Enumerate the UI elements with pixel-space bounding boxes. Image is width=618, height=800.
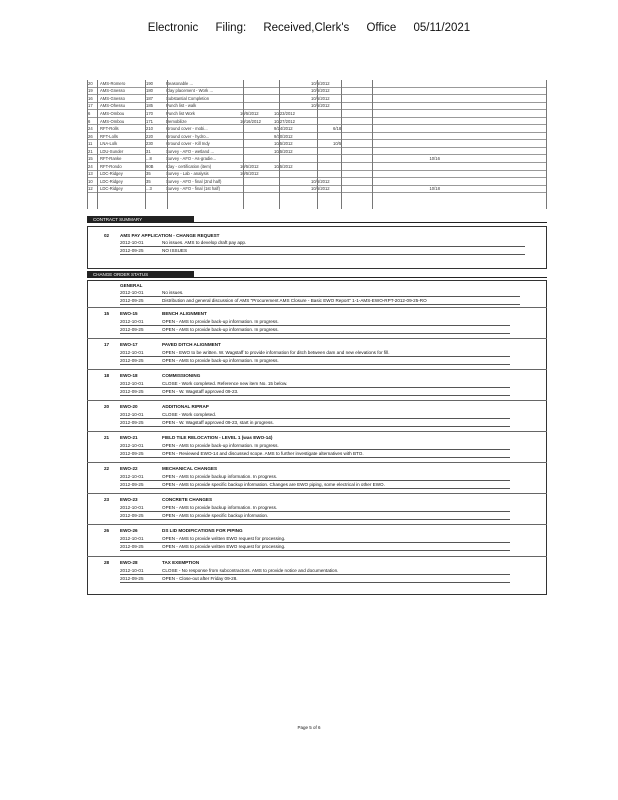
update-text: CLOSE - No response from subcontractors. AMS to provide notice and documentation. — [162, 568, 339, 573]
update-text: OPEN - AMS to provide written EWO request for processing. — [162, 536, 286, 541]
underline — [120, 254, 525, 255]
table-cell: AMS-Gnesso — [99, 87, 145, 95]
item-title: MECHANICAL CHANGES — [162, 466, 218, 471]
update-date: 2012-09-25 — [120, 327, 144, 332]
underline — [120, 480, 510, 481]
table-cell: 26 — [87, 132, 99, 140]
update-text: OPEN - Reviewed EWO-14 and discussed scope. AMS to further investigate alternatives with BTO. — [162, 451, 364, 456]
table-cell: Ground cover - hydro... — [165, 132, 239, 140]
item-title: DS LID MODIFICATIONS FOR PIPING — [162, 528, 243, 533]
table-cell: 10/18 — [428, 185, 547, 193]
table-grid-line — [279, 80, 280, 209]
underline — [120, 449, 510, 450]
underline — [120, 395, 510, 396]
table-cell: 10/27/2012 — [273, 117, 310, 125]
table-cell: 10/5/2012 — [310, 87, 332, 95]
item-code: EWO-17 — [120, 342, 138, 347]
table-grid-line — [97, 80, 98, 209]
item-number: 02 — [104, 233, 110, 238]
item-number: 28 — [104, 560, 110, 565]
table-cell — [310, 163, 332, 171]
table-cell: 190 — [145, 80, 165, 87]
item-number: 22 — [104, 466, 110, 471]
underline — [120, 304, 520, 305]
section-header-change-orders: CHANGE ORDER STATUS — [87, 271, 194, 278]
table-cell: Clay placement - Work ... — [165, 87, 239, 95]
section-rule — [87, 222, 547, 223]
table-cell: 35 — [145, 170, 165, 178]
update-text: Distribution and general discussion of AMS "Procurement AMS Closure - Basic EWO Report" 1-1-AMS-EWO-RPT-2012-09-25-RO — [162, 298, 427, 303]
update-date: 2012-10-01 — [120, 240, 144, 245]
table-cell: ...8 — [145, 155, 165, 163]
underline — [120, 582, 510, 583]
update-text: OPEN - AMS to provide back-up information. In progress. — [162, 319, 279, 324]
table-grid-line — [317, 80, 318, 209]
table-cell: 180 — [145, 87, 165, 95]
table-cell: 10/16 — [428, 155, 547, 163]
table-grid-line — [243, 80, 244, 209]
table-cell: AMS-Romero — [99, 80, 145, 87]
table-cell — [428, 163, 547, 171]
table-cell — [310, 140, 332, 148]
table-cell: 20 — [87, 80, 99, 87]
table-cell: 6/18 — [332, 125, 428, 133]
item-separator — [87, 431, 547, 432]
table-cell: 230 — [145, 140, 165, 148]
table-cell: 10/5 — [332, 140, 428, 148]
underline — [120, 418, 510, 419]
update-date: 2012-10-01 — [120, 350, 144, 355]
update-text: OPEN - Close-out after Friday 09-28. — [162, 576, 238, 581]
item-title: FIELD TILE RELOCATION - LEVEL 1 (was EWO-14) — [162, 435, 273, 440]
table-cell — [332, 80, 428, 87]
update-date: 2012-09-25 — [120, 420, 144, 425]
underline — [120, 519, 510, 520]
table-cell: 10/5/2012 — [310, 178, 332, 186]
general-title: GENERAL — [120, 283, 143, 288]
table-cell — [310, 147, 332, 155]
item-number: 26 — [104, 528, 110, 533]
update-date: 2012-09-25 — [120, 358, 144, 363]
table-cell: 6 — [87, 117, 99, 125]
item-separator — [87, 524, 547, 525]
table-cell — [428, 95, 547, 103]
table-cell: 10/5/2012 — [239, 170, 273, 178]
underline — [120, 246, 525, 247]
item-title: COMMISSIONING — [162, 373, 201, 378]
update-text: OPEN - EWO to be written. W. Wagstaff to provide information for ditch between dam and new elevations for fill. — [162, 350, 390, 355]
table-cell: 35 — [145, 178, 165, 186]
item-separator — [87, 556, 547, 557]
table-cell: 10/16/2012 — [239, 117, 273, 125]
table-cell — [428, 125, 547, 133]
update-date: 2012-10-01 — [120, 443, 144, 448]
table-cell — [310, 132, 332, 140]
item-number: 21 — [104, 435, 110, 440]
table-cell: RFT-Rolls — [99, 125, 145, 133]
update-date: 2012-10-01 — [120, 568, 144, 573]
table-cell — [332, 170, 428, 178]
update-date: 2012-10-01 — [120, 474, 144, 479]
table-cell — [239, 147, 273, 155]
table-cell: Survey - AFO - wetland ... — [165, 147, 239, 155]
table-cell: 21 — [87, 147, 99, 155]
table-cell: AMS-Ombou — [99, 117, 145, 125]
table-cell — [332, 132, 428, 140]
underline — [120, 296, 520, 297]
update-text: No issues. AMS to develop draft pay app. — [162, 240, 247, 245]
update-text: OPEN - AMS to provide back-up information. In progress. — [162, 327, 279, 332]
underline — [120, 364, 510, 365]
item-title: AMS PAY APPLICATION - CHANGE REQUEST — [120, 233, 220, 238]
update-date: 2012-10-01 — [120, 290, 144, 295]
table-cell: 16 — [87, 95, 99, 103]
table-cell — [428, 80, 547, 87]
table-cell — [239, 125, 273, 133]
item-number: 15 — [104, 311, 110, 316]
item-separator — [87, 462, 547, 463]
underline — [120, 542, 510, 543]
item-separator — [87, 493, 547, 494]
table-cell: Ground cover - Kill Indy — [165, 140, 239, 148]
table-cell: 9/30/2012 — [273, 132, 310, 140]
table-cell: 24 — [87, 163, 99, 171]
update-date: 2012-09-25 — [120, 298, 144, 303]
underline — [120, 457, 510, 458]
update-date: 2012-10-01 — [120, 319, 144, 324]
item-code: EWO-22 — [120, 466, 138, 471]
table-cell: Demobilize — [165, 117, 239, 125]
table-cell: 15 — [87, 155, 99, 163]
table-cell: 12 — [87, 185, 99, 193]
table-cell: 13 — [87, 170, 99, 178]
table-cell: 170 — [145, 110, 165, 118]
table-cell: AMS-Ombou — [99, 110, 145, 118]
table-cell: AMS-Ohessu — [99, 102, 145, 110]
table-cell: 19 — [87, 87, 99, 95]
item-code: EWO-26 — [120, 528, 138, 533]
table-cell: 17 — [87, 102, 99, 110]
underline — [120, 550, 510, 551]
table-cell — [239, 80, 273, 87]
underline — [120, 488, 510, 489]
underline — [120, 387, 510, 388]
table-cell: 171 — [145, 117, 165, 125]
table-cell: LDC-Ridgey — [99, 185, 145, 193]
table-cell: Survey - AFO - final (2nd half) — [165, 178, 239, 186]
update-date: 2012-09-25 — [120, 451, 144, 456]
table-cell — [428, 102, 547, 110]
item-code: EWO-21 — [120, 435, 138, 440]
table-cell — [239, 140, 273, 148]
table-cell: 10/23/2012 — [273, 110, 310, 118]
update-text: OPEN - W. Wagstaff approved 09-23, start in progress. — [162, 420, 274, 425]
update-text: CLOSE - Work completed. — [162, 412, 217, 417]
table-grid-line — [145, 80, 146, 209]
item-title: PAVED DITCH ALIGNMENT — [162, 342, 221, 347]
table-cell: 10/5/2012 — [273, 163, 310, 171]
item-code: EWO-20 — [120, 404, 138, 409]
underline — [120, 511, 510, 512]
underline — [120, 333, 510, 334]
item-number: 17 — [104, 342, 110, 347]
table-cell: LNA-Lolk — [99, 140, 145, 148]
table-cell: LDU-Sunder — [99, 147, 145, 155]
table-grid-line — [167, 80, 168, 209]
table-cell — [428, 147, 547, 155]
table-cell: Punch list Work — [165, 110, 239, 118]
update-text: OPEN - AMS to provide backup information. In progress. — [162, 474, 278, 479]
table-cell: 6 — [87, 110, 99, 118]
table-cell — [239, 155, 273, 163]
table-cell: 10/5/2012 — [239, 163, 273, 171]
table-cell — [332, 102, 428, 110]
item-number: 18 — [104, 373, 110, 378]
table-cell: 220 — [145, 132, 165, 140]
table-cell — [428, 117, 547, 125]
item-title: ADDITIONAL RIPRAP — [162, 404, 209, 409]
table-cell: RFT-Ranke — [99, 155, 145, 163]
table-cell — [310, 155, 332, 163]
table-cell: 10/5/2012 — [310, 102, 332, 110]
electronic-filing-stamp: Electronic Filing: Received,Clerk's Office 05/11/2021 — [147, 22, 471, 34]
table-cell: 10/5/2012 — [273, 140, 310, 148]
table-cell — [332, 185, 428, 193]
update-text: OPEN - AMS to provide specific backup information. — [162, 513, 269, 518]
page-number: Page 5 of 6 — [297, 725, 321, 730]
update-text: No issues. — [162, 290, 184, 295]
underline — [120, 574, 510, 575]
table-grid-line — [546, 80, 547, 209]
table-cell — [239, 132, 273, 140]
update-date: 2012-09-25 — [120, 248, 144, 253]
table-cell: 10/5/2012 — [310, 80, 332, 87]
table-cell: Reasonable ... — [165, 80, 239, 87]
table-cell: LDC-Ridgey — [99, 170, 145, 178]
table-grid-line — [87, 80, 88, 209]
table-cell — [332, 110, 428, 118]
table-cell: Clay - certification (item) — [165, 163, 239, 171]
update-text: CLOSE - Work completed. Reference new item No. 15 below. — [162, 381, 288, 386]
table-cell: 9/24/2012 — [273, 125, 310, 133]
update-date: 2012-09-25 — [120, 544, 144, 549]
item-separator — [87, 338, 547, 339]
table-cell: Ground cover - mobi... — [165, 125, 239, 133]
table-cell: 10/5/2012 — [310, 95, 332, 103]
table-cell — [428, 170, 547, 178]
table-cell: 10 — [87, 178, 99, 186]
table-cell: LDC-Ridgey — [99, 178, 145, 186]
table-grid-line — [341, 80, 342, 209]
update-text: OPEN - AMS to provide back-up information. In progress. — [162, 443, 279, 448]
table-cell: Substantial Completion — [165, 95, 239, 103]
table-cell — [239, 102, 273, 110]
table-cell — [332, 163, 428, 171]
item-title: TAX EXEMPTION — [162, 560, 200, 565]
item-code: EWO-28 — [120, 560, 138, 565]
item-number: 20 — [104, 404, 110, 409]
table-cell — [428, 87, 547, 95]
update-text: OPEN - AMS to provide written EWO request for processing. — [162, 544, 286, 549]
update-text: NO ISSUES — [162, 248, 188, 253]
table-cell: 90B — [145, 163, 165, 171]
update-date: 2012-10-01 — [120, 381, 144, 386]
update-date: 2012-09-25 — [120, 482, 144, 487]
table-cell: 11 — [87, 140, 99, 148]
table-grid-line — [372, 80, 373, 209]
section-header-contract: CONTRACT SUMMARY — [87, 216, 194, 223]
update-text: OPEN - W. Wagstaff approved 09-23. — [162, 389, 239, 394]
item-code: EWO-15 — [120, 311, 138, 316]
underline — [120, 356, 510, 357]
table-cell: 24 — [87, 125, 99, 133]
table-cell: RFT-Rondo — [99, 163, 145, 171]
table-cell — [239, 87, 273, 95]
underline — [120, 325, 510, 326]
table-cell: Survey - Lab - analysis — [165, 170, 239, 178]
table-cell: 10/5/2012 — [273, 147, 310, 155]
item-title: CONCRETE CHANGES — [162, 497, 213, 502]
table-cell: Punch list - walk — [165, 102, 239, 110]
table-cell: 10/5/2012 — [310, 185, 332, 193]
update-text: OPEN - AMS to provide specific backup information. Changes are EWO piping, some electrical in other EWO. — [162, 482, 385, 487]
table-cell — [310, 117, 332, 125]
table-cell: 185 — [145, 102, 165, 110]
table-cell — [332, 95, 428, 103]
table-cell — [332, 147, 428, 155]
update-date: 2012-10-01 — [120, 505, 144, 510]
table-cell — [239, 185, 273, 193]
update-date: 2012-10-01 — [120, 412, 144, 417]
update-date: 2012-09-25 — [120, 576, 144, 581]
update-date: 2012-10-01 — [120, 536, 144, 541]
section-rule — [87, 277, 547, 278]
table-cell: AMS-Gnesso — [99, 95, 145, 103]
update-date: 2012-09-25 — [120, 389, 144, 394]
table-cell — [332, 117, 428, 125]
table-cell — [310, 110, 332, 118]
table-cell — [428, 140, 547, 148]
underline — [120, 426, 510, 427]
table-cell: 187 — [145, 95, 165, 103]
table-cell: 10/5/2012 — [239, 110, 273, 118]
item-title: BENCH ALIGNMENT — [162, 311, 207, 316]
table-cell: 31 — [145, 147, 165, 155]
table-cell — [428, 178, 547, 186]
table-cell: ...3 — [145, 185, 165, 193]
table-cell: RFT-Lolls — [99, 132, 145, 140]
item-code: EWO-23 — [120, 497, 138, 502]
table-cell — [239, 95, 273, 103]
table-cell: Survey - AFO - As-gradie... — [165, 155, 239, 163]
item-separator — [87, 307, 547, 308]
table-cell — [332, 178, 428, 186]
table-cell: 210 — [145, 125, 165, 133]
table-cell — [332, 155, 428, 163]
table-cell — [428, 132, 547, 140]
table-cell — [239, 178, 273, 186]
document-page — [87, 80, 547, 595]
update-text: OPEN - AMS to provide backup information. In progress. — [162, 505, 278, 510]
table-cell — [310, 125, 332, 133]
item-code: EWO-18 — [120, 373, 138, 378]
update-date: 2012-09-25 — [120, 513, 144, 518]
table-cell — [310, 170, 332, 178]
table-cell — [428, 110, 547, 118]
update-text: OPEN - AMS to provide back-up information. In progress. — [162, 358, 279, 363]
table-cell: Survey - AFO - final (1st half) — [165, 185, 239, 193]
item-separator — [87, 369, 547, 370]
table-cell — [332, 87, 428, 95]
item-separator — [87, 400, 547, 401]
item-number: 23 — [104, 497, 110, 502]
